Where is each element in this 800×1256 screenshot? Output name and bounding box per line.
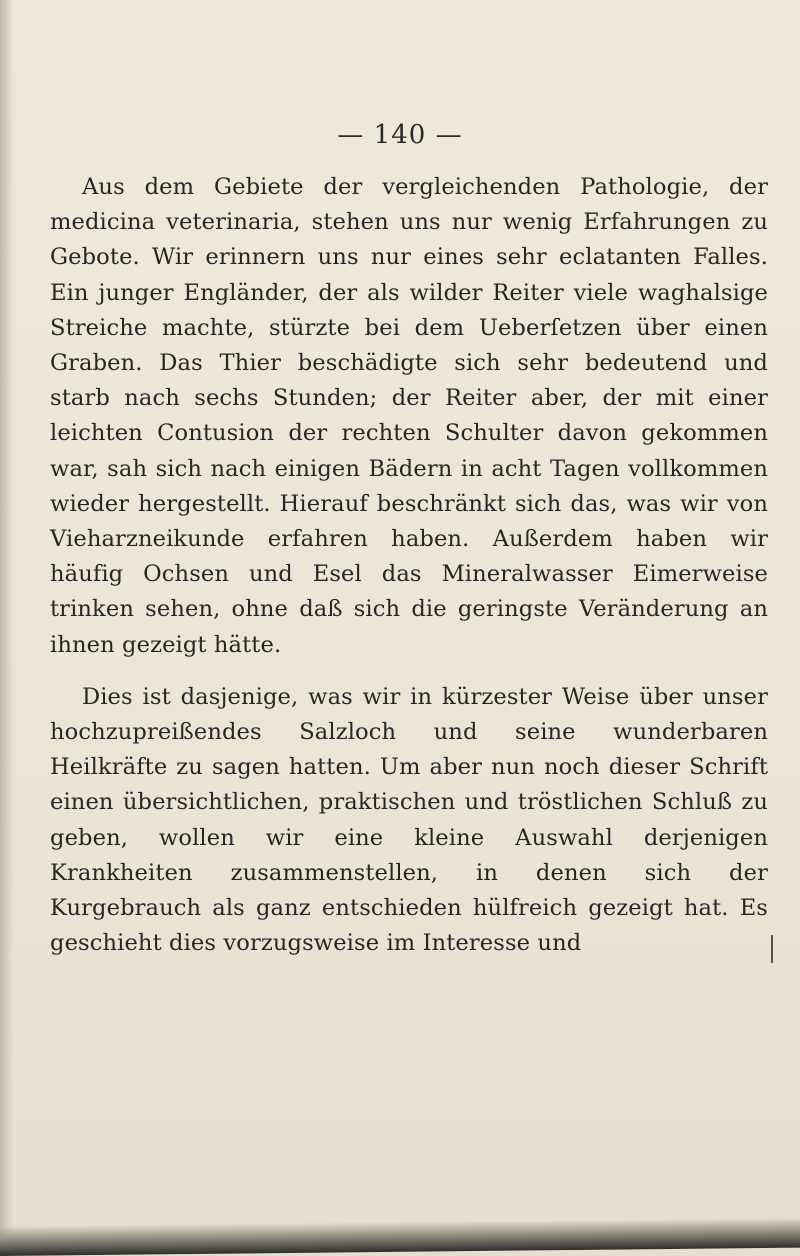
paragraph-1: Aus dem Gebiete der vergleichenden Pathologie, der medicina veterinaria, stehen uns nur wenig Erfahrungen zu Gebote. Wir erinnern uns nur eines sehr eclatanten Falles. Ein junger Engländer, der als wilder Reiter viele waghalsige Streiche machte, stürzte bei dem Ueberſetzen über einen Graben. Das Thier beschädigte sich sehr bedeutend und starb nach sechs Stunden; der Reiter aber, der mit einer leichten Contusion der rechten Schulter davon gekommen war, sah sich nach einigen Bädern in acht Tagen vollkommen wieder hergestellt. Hierauf beschränkt sich das, was wir von Vieharzneikunde erfahren haben. Außerdem haben wir häufig Ochsen und Esel das Mineralwasser Eimerweise trinken sehen, ohne daß sich die geringste Veränderung an ihnen gezeigt hätte. xyxy=(50,174,768,658)
page-bottom-edge xyxy=(0,1218,800,1256)
paragraph-2: Dies ist dasjenige, was wir in kürzester Weise über unser hochzupreißendes Salzloch und seine wunderbaren Heilkräfte zu sagen hatten. Um aber nun noch dieser Schrift einen übersichtlichen, praktischen und tröstlichen Schluß zu geben, wollen wir eine kleine Auswahl derjenigen Krankheiten zusammenstellen, in denen sich der Kurgebrauch als ganz entschieden hülfreich gezeigt hat. Es geschieht dies vorzugsweise im Interesse und xyxy=(50,683,768,957)
page-gutter-shadow xyxy=(0,0,14,1256)
page-number: — 140 — xyxy=(337,120,463,150)
body-text xyxy=(50,170,768,961)
margin-mark xyxy=(771,935,773,963)
